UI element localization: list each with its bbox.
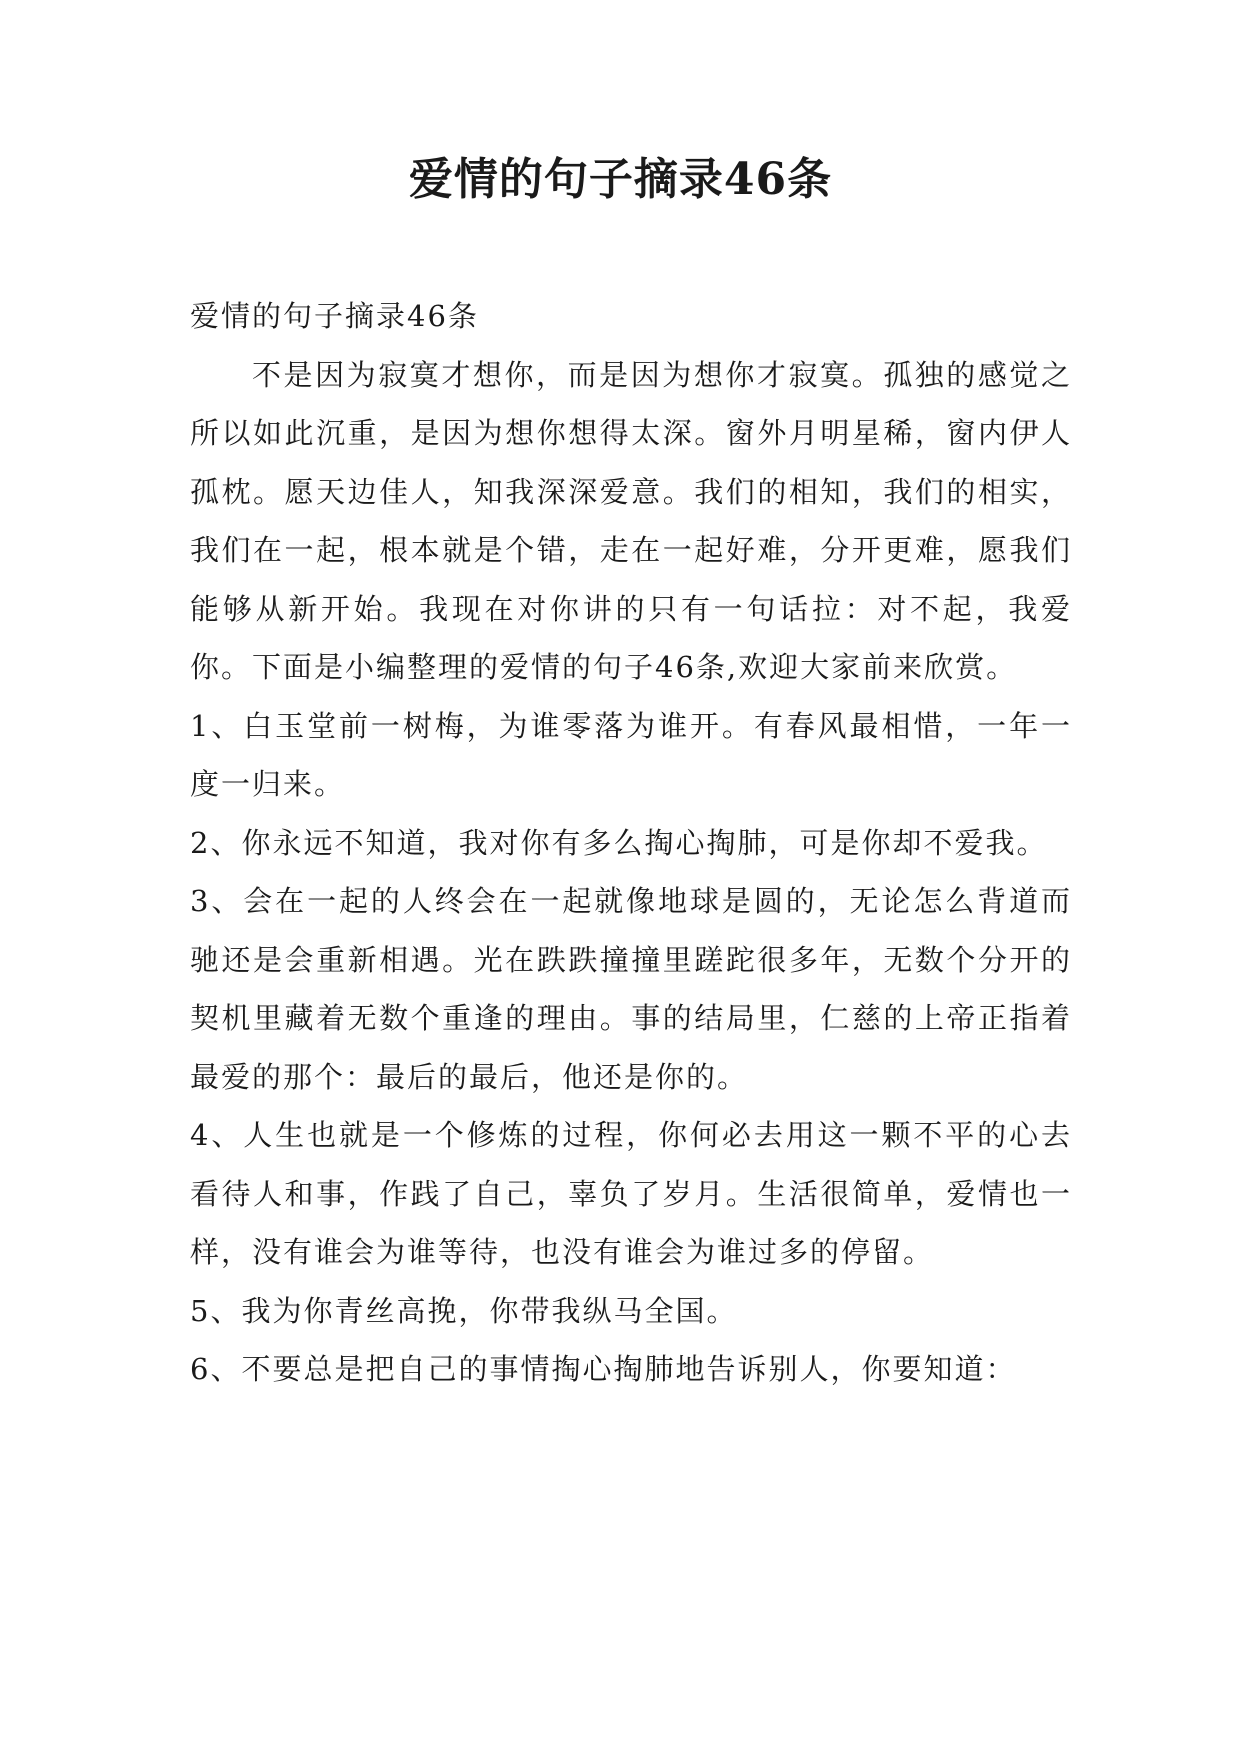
list-item: 6、不要总是把自己的事情掏心掏肺地告诉别人，你要知道： — [190, 1352, 1017, 1386]
list-item: 4、人生也就是一个修炼的过程，你何必去用这一颗不平的心去看待人和事，作践了自己，辜负了岁月。生活很简单，爱情也一样，没有谁会为谁等待，也没有谁会为谁过多的停留。 — [190, 1118, 1072, 1269]
intro-paragraph: 不是因为寂寞才想你，而是因为想你才寂寞。孤独的感觉之所以如此沉重，是因为想你想得太深。窗外月明星稀，窗内伊人孤枕。愿天边佳人，知我深深爱意。我们的相知，我们的相实，我们在一起，根本就是个错，走在一起好难，分开更难，愿我们能够从新开始。我现在对你讲的只有一句话拉：对不起，我爱你。下面是小编整理的爱情的句子46条,欢迎大家前来欣赏。 — [190, 357, 1072, 684]
document-subtitle: 爱情的句子摘录46条 — [190, 299, 479, 333]
document-body — [190, 287, 1072, 1399]
document-title: 爱情的句子摘录46条 — [408, 154, 833, 205]
list-item: 1、白玉堂前一树梅，为谁零落为谁开。有春风最相惜，一年一度一归来。 — [190, 708, 1072, 801]
list-item: 3、会在一起的人终会在一起就像地球是圆的，无论怎么背道而驰还是会重新相遇。光在跌跌撞撞里蹉跎很多年，无数个分开的契机里藏着无数个重逢的理由。事的结局里，仁慈的上帝正指着最爱的那个：最后的最后，他还是你的。 — [190, 884, 1072, 1094]
list-item: 2、你永远不知道，我对你有多么掏心掏肺，可是你却不爱我。 — [190, 825, 1048, 860]
list-item: 5、我为你青丝高挽，你带我纵马全国。 — [190, 1293, 738, 1328]
